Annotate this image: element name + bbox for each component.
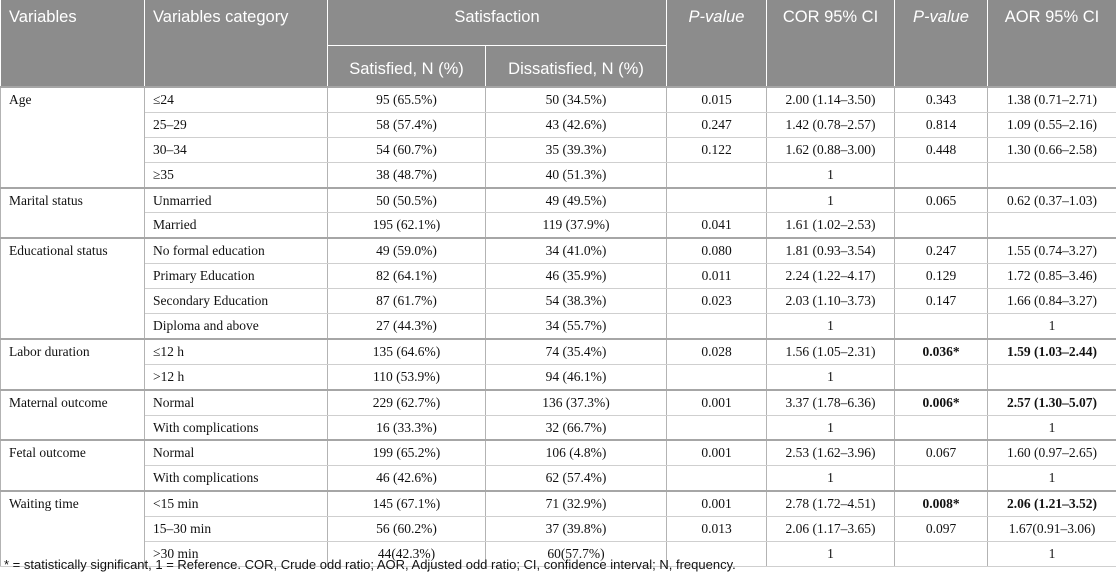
header-p-value-adjusted — [895, 0, 988, 87]
cell-cor: 1.42 (0.78–2.57) — [767, 112, 895, 137]
cell-category: ≥35 — [145, 162, 328, 187]
cell-dissatisfied: 136 (37.3%) — [486, 390, 667, 415]
cell-variable: Waiting time — [1, 491, 145, 566]
table-row — [1, 238, 1116, 263]
cell-dissatisfied: 46 (35.9%) — [486, 264, 667, 289]
cell-category: Primary Education — [145, 264, 328, 289]
cell-category: With complications — [145, 466, 328, 491]
cell-satisfied: 56 (60.2%) — [328, 517, 486, 542]
cell-variable: Marital status — [1, 188, 145, 239]
cell-aor: 1.66 (0.84–3.27) — [988, 289, 1116, 314]
cell-dissatisfied: 34 (41.0%) — [486, 238, 667, 263]
cell-dissatisfied: 37 (39.8%) — [486, 517, 667, 542]
cell-satisfied: 110 (53.9%) — [328, 364, 486, 389]
cell-satisfied: 38 (48.7%) — [328, 162, 486, 187]
cell-p-value-crude: 0.028 — [667, 339, 767, 364]
cell-dissatisfied: 35 (39.3%) — [486, 137, 667, 162]
cell-cor: 2.78 (1.72–4.51) — [767, 491, 895, 516]
header-aor: AOR 95% CI — [988, 0, 1116, 87]
cell-p-value-crude — [667, 314, 767, 339]
cell-p-value-adjusted — [895, 466, 988, 491]
cell-satisfied: 50 (50.5%) — [328, 188, 486, 213]
cell-cor: 2.03 (1.10–3.73) — [767, 289, 895, 314]
table-row — [1, 213, 1116, 238]
cell-p-value-adjusted: 0.097 — [895, 517, 988, 542]
cell-aor: 1.72 (0.85–3.46) — [988, 264, 1116, 289]
cell-category: >12 h — [145, 364, 328, 389]
cell-satisfied: 87 (61.7%) — [328, 289, 486, 314]
cell-cor: 1.62 (0.88–3.00) — [767, 137, 895, 162]
cell-p-value-adjusted: 0.008* — [895, 491, 988, 516]
cell-category: 30–34 — [145, 137, 328, 162]
cell-category: 15–30 min — [145, 517, 328, 542]
cell-category: With complications — [145, 415, 328, 440]
cell-cor: 2.53 (1.62–3.96) — [767, 440, 895, 465]
cell-cor: 1.56 (1.05–2.31) — [767, 339, 895, 364]
cell-cor: 2.06 (1.17–3.65) — [767, 517, 895, 542]
cell-p-value-adjusted: 0.129 — [895, 264, 988, 289]
header-p-value-adjusted-text: P-value — [913, 8, 969, 26]
table-row — [1, 162, 1116, 187]
cell-aor: 1 — [988, 415, 1116, 440]
cell-satisfied: 49 (59.0%) — [328, 238, 486, 263]
cell-p-value-crude — [667, 162, 767, 187]
cell-p-value-crude — [667, 415, 767, 440]
cell-p-value-adjusted: 0.147 — [895, 289, 988, 314]
cell-category: ≤12 h — [145, 339, 328, 364]
cell-category: Normal — [145, 390, 328, 415]
table-row — [1, 339, 1116, 364]
table-body — [1, 87, 1116, 566]
cell-dissatisfied: 106 (4.8%) — [486, 440, 667, 465]
cell-variable: Labor duration — [1, 339, 145, 390]
cell-category: ≤24 — [145, 87, 328, 112]
cell-p-value-adjusted: 0.065 — [895, 188, 988, 213]
cell-satisfied: 27 (44.3%) — [328, 314, 486, 339]
cell-category: Married — [145, 213, 328, 238]
header-variables-category: Variables category — [145, 0, 328, 87]
table-row — [1, 112, 1116, 137]
cell-dissatisfied: 49 (49.5%) — [486, 188, 667, 213]
cell-p-value-crude: 0.013 — [667, 517, 767, 542]
cell-dissatisfied: 50 (34.5%) — [486, 87, 667, 112]
table-footnote: * = statistically significant, 1 = Reference. COR, Crude odd ratio; AOR, Adjusted odd ratio; CI, confidence interval; N, frequency. — [4, 557, 736, 572]
cell-aor: 1.55 (0.74–3.27) — [988, 238, 1116, 263]
cell-p-value-crude: 0.001 — [667, 491, 767, 516]
header-variables: Variables — [1, 0, 145, 87]
cell-p-value-adjusted — [895, 364, 988, 389]
cell-aor: 2.57 (1.30–5.07) — [988, 390, 1116, 415]
cell-satisfied: 195 (62.1%) — [328, 213, 486, 238]
cell-p-value-crude: 0.041 — [667, 213, 767, 238]
cell-dissatisfied: 60(57.7%) — [486, 542, 667, 567]
cell-dissatisfied: 40 (51.3%) — [486, 162, 667, 187]
cell-aor: 1.59 (1.03–2.44) — [988, 339, 1116, 364]
table-row — [1, 415, 1116, 440]
cell-satisfied: 58 (57.4%) — [328, 112, 486, 137]
cell-aor: 1.60 (0.97–2.65) — [988, 440, 1116, 465]
cell-cor: 1 — [767, 364, 895, 389]
cell-category: <15 min — [145, 491, 328, 516]
cell-category: >30 min — [145, 542, 328, 567]
header-dissatisfied: Dissatisfied, N (%) — [486, 46, 667, 88]
cell-aor — [988, 162, 1116, 187]
cell-satisfied: 16 (33.3%) — [328, 415, 486, 440]
cell-cor: 1 — [767, 466, 895, 491]
cell-variable: Age — [1, 87, 145, 188]
cell-p-value-crude: 0.122 — [667, 137, 767, 162]
cell-p-value-adjusted: 0.036* — [895, 339, 988, 364]
cell-p-value-crude: 0.001 — [667, 390, 767, 415]
cell-p-value-adjusted — [895, 542, 988, 567]
cell-p-value-crude: 0.080 — [667, 238, 767, 263]
cell-aor: 1 — [988, 314, 1116, 339]
cell-variable: Educational status — [1, 238, 145, 339]
cell-p-value-crude: 0.015 — [667, 87, 767, 112]
cell-p-value-crude: 0.011 — [667, 264, 767, 289]
cell-category: Unmarried — [145, 188, 328, 213]
cell-category: 25–29 — [145, 112, 328, 137]
cell-cor: 2.00 (1.14–3.50) — [767, 87, 895, 112]
cell-dissatisfied: 43 (42.6%) — [486, 112, 667, 137]
cell-satisfied: 145 (67.1%) — [328, 491, 486, 516]
cell-p-value-crude: 0.023 — [667, 289, 767, 314]
header-p-value-crude-text: P-value — [688, 8, 745, 26]
table-row — [1, 390, 1116, 415]
cell-p-value-adjusted — [895, 162, 988, 187]
table-row — [1, 264, 1116, 289]
table-row — [1, 137, 1116, 162]
table-header — [1, 0, 1116, 87]
cell-cor: 1 — [767, 542, 895, 567]
cell-aor: 2.06 (1.21–3.52) — [988, 491, 1116, 516]
cell-category: Diploma and above — [145, 314, 328, 339]
cell-aor: 1.38 (0.71–2.71) — [988, 87, 1116, 112]
cell-satisfied: 44(42.3%) — [328, 542, 486, 567]
cell-p-value-adjusted: 0.247 — [895, 238, 988, 263]
cell-satisfied: 229 (62.7%) — [328, 390, 486, 415]
cell-dissatisfied: 34 (55.7%) — [486, 314, 667, 339]
cell-dissatisfied: 71 (32.9%) — [486, 491, 667, 516]
cell-p-value-adjusted: 0.343 — [895, 87, 988, 112]
cell-p-value-adjusted: 0.006* — [895, 390, 988, 415]
table-row — [1, 517, 1116, 542]
table-row — [1, 364, 1116, 389]
header-satisfaction: Satisfaction — [328, 0, 667, 46]
cell-p-value-adjusted: 0.814 — [895, 112, 988, 137]
cell-satisfied: 199 (65.2%) — [328, 440, 486, 465]
table-row — [1, 440, 1116, 465]
cell-dissatisfied: 74 (35.4%) — [486, 339, 667, 364]
header-cor: COR 95% CI — [767, 0, 895, 87]
cell-variable: Fetal outcome — [1, 440, 145, 491]
cell-p-value-crude: 0.247 — [667, 112, 767, 137]
cell-dissatisfied: 62 (57.4%) — [486, 466, 667, 491]
cell-aor — [988, 364, 1116, 389]
cell-aor: 0.62 (0.37–1.03) — [988, 188, 1116, 213]
cell-p-value-adjusted — [895, 213, 988, 238]
cell-satisfied: 135 (64.6%) — [328, 339, 486, 364]
cell-cor: 1.81 (0.93–3.54) — [767, 238, 895, 263]
table-row — [1, 491, 1116, 516]
cell-aor — [988, 213, 1116, 238]
cell-p-value-adjusted: 0.448 — [895, 137, 988, 162]
cell-p-value-crude — [667, 466, 767, 491]
header-p-value-crude — [667, 0, 767, 87]
table-row — [1, 87, 1116, 112]
cell-aor: 1.09 (0.55–2.16) — [988, 112, 1116, 137]
cell-cor: 1 — [767, 314, 895, 339]
cell-p-value-crude — [667, 364, 767, 389]
cell-satisfied: 46 (42.6%) — [328, 466, 486, 491]
table-row — [1, 289, 1116, 314]
cell-p-value-crude: 0.001 — [667, 440, 767, 465]
cell-p-value-adjusted — [895, 415, 988, 440]
cell-cor: 2.24 (1.22–4.17) — [767, 264, 895, 289]
cell-variable: Maternal outcome — [1, 390, 145, 441]
cell-aor: 1.30 (0.66–2.58) — [988, 137, 1116, 162]
cell-dissatisfied: 94 (46.1%) — [486, 364, 667, 389]
cell-cor: 1 — [767, 188, 895, 213]
header-satisfied: Satisfied, N (%) — [328, 46, 486, 88]
table-row — [1, 314, 1116, 339]
cell-p-value-adjusted: 0.067 — [895, 440, 988, 465]
cell-cor: 1.61 (1.02–2.53) — [767, 213, 895, 238]
cell-aor: 1.67(0.91–3.06) — [988, 517, 1116, 542]
cell-dissatisfied: 32 (66.7%) — [486, 415, 667, 440]
cell-aor: 1 — [988, 542, 1116, 567]
table-row — [1, 466, 1116, 491]
cell-satisfied: 82 (64.1%) — [328, 264, 486, 289]
cell-dissatisfied: 119 (37.9%) — [486, 213, 667, 238]
cell-aor: 1 — [988, 466, 1116, 491]
cell-p-value-adjusted — [895, 314, 988, 339]
cell-category: Normal — [145, 440, 328, 465]
cell-category: No formal education — [145, 238, 328, 263]
cell-category: Secondary Education — [145, 289, 328, 314]
cell-cor: 1 — [767, 415, 895, 440]
table-row — [1, 188, 1116, 213]
cell-satisfied: 95 (65.5%) — [328, 87, 486, 112]
cell-cor: 3.37 (1.78–6.36) — [767, 390, 895, 415]
cell-satisfied: 54 (60.7%) — [328, 137, 486, 162]
cell-dissatisfied: 54 (38.3%) — [486, 289, 667, 314]
cell-cor: 1 — [767, 162, 895, 187]
cell-p-value-crude — [667, 188, 767, 213]
